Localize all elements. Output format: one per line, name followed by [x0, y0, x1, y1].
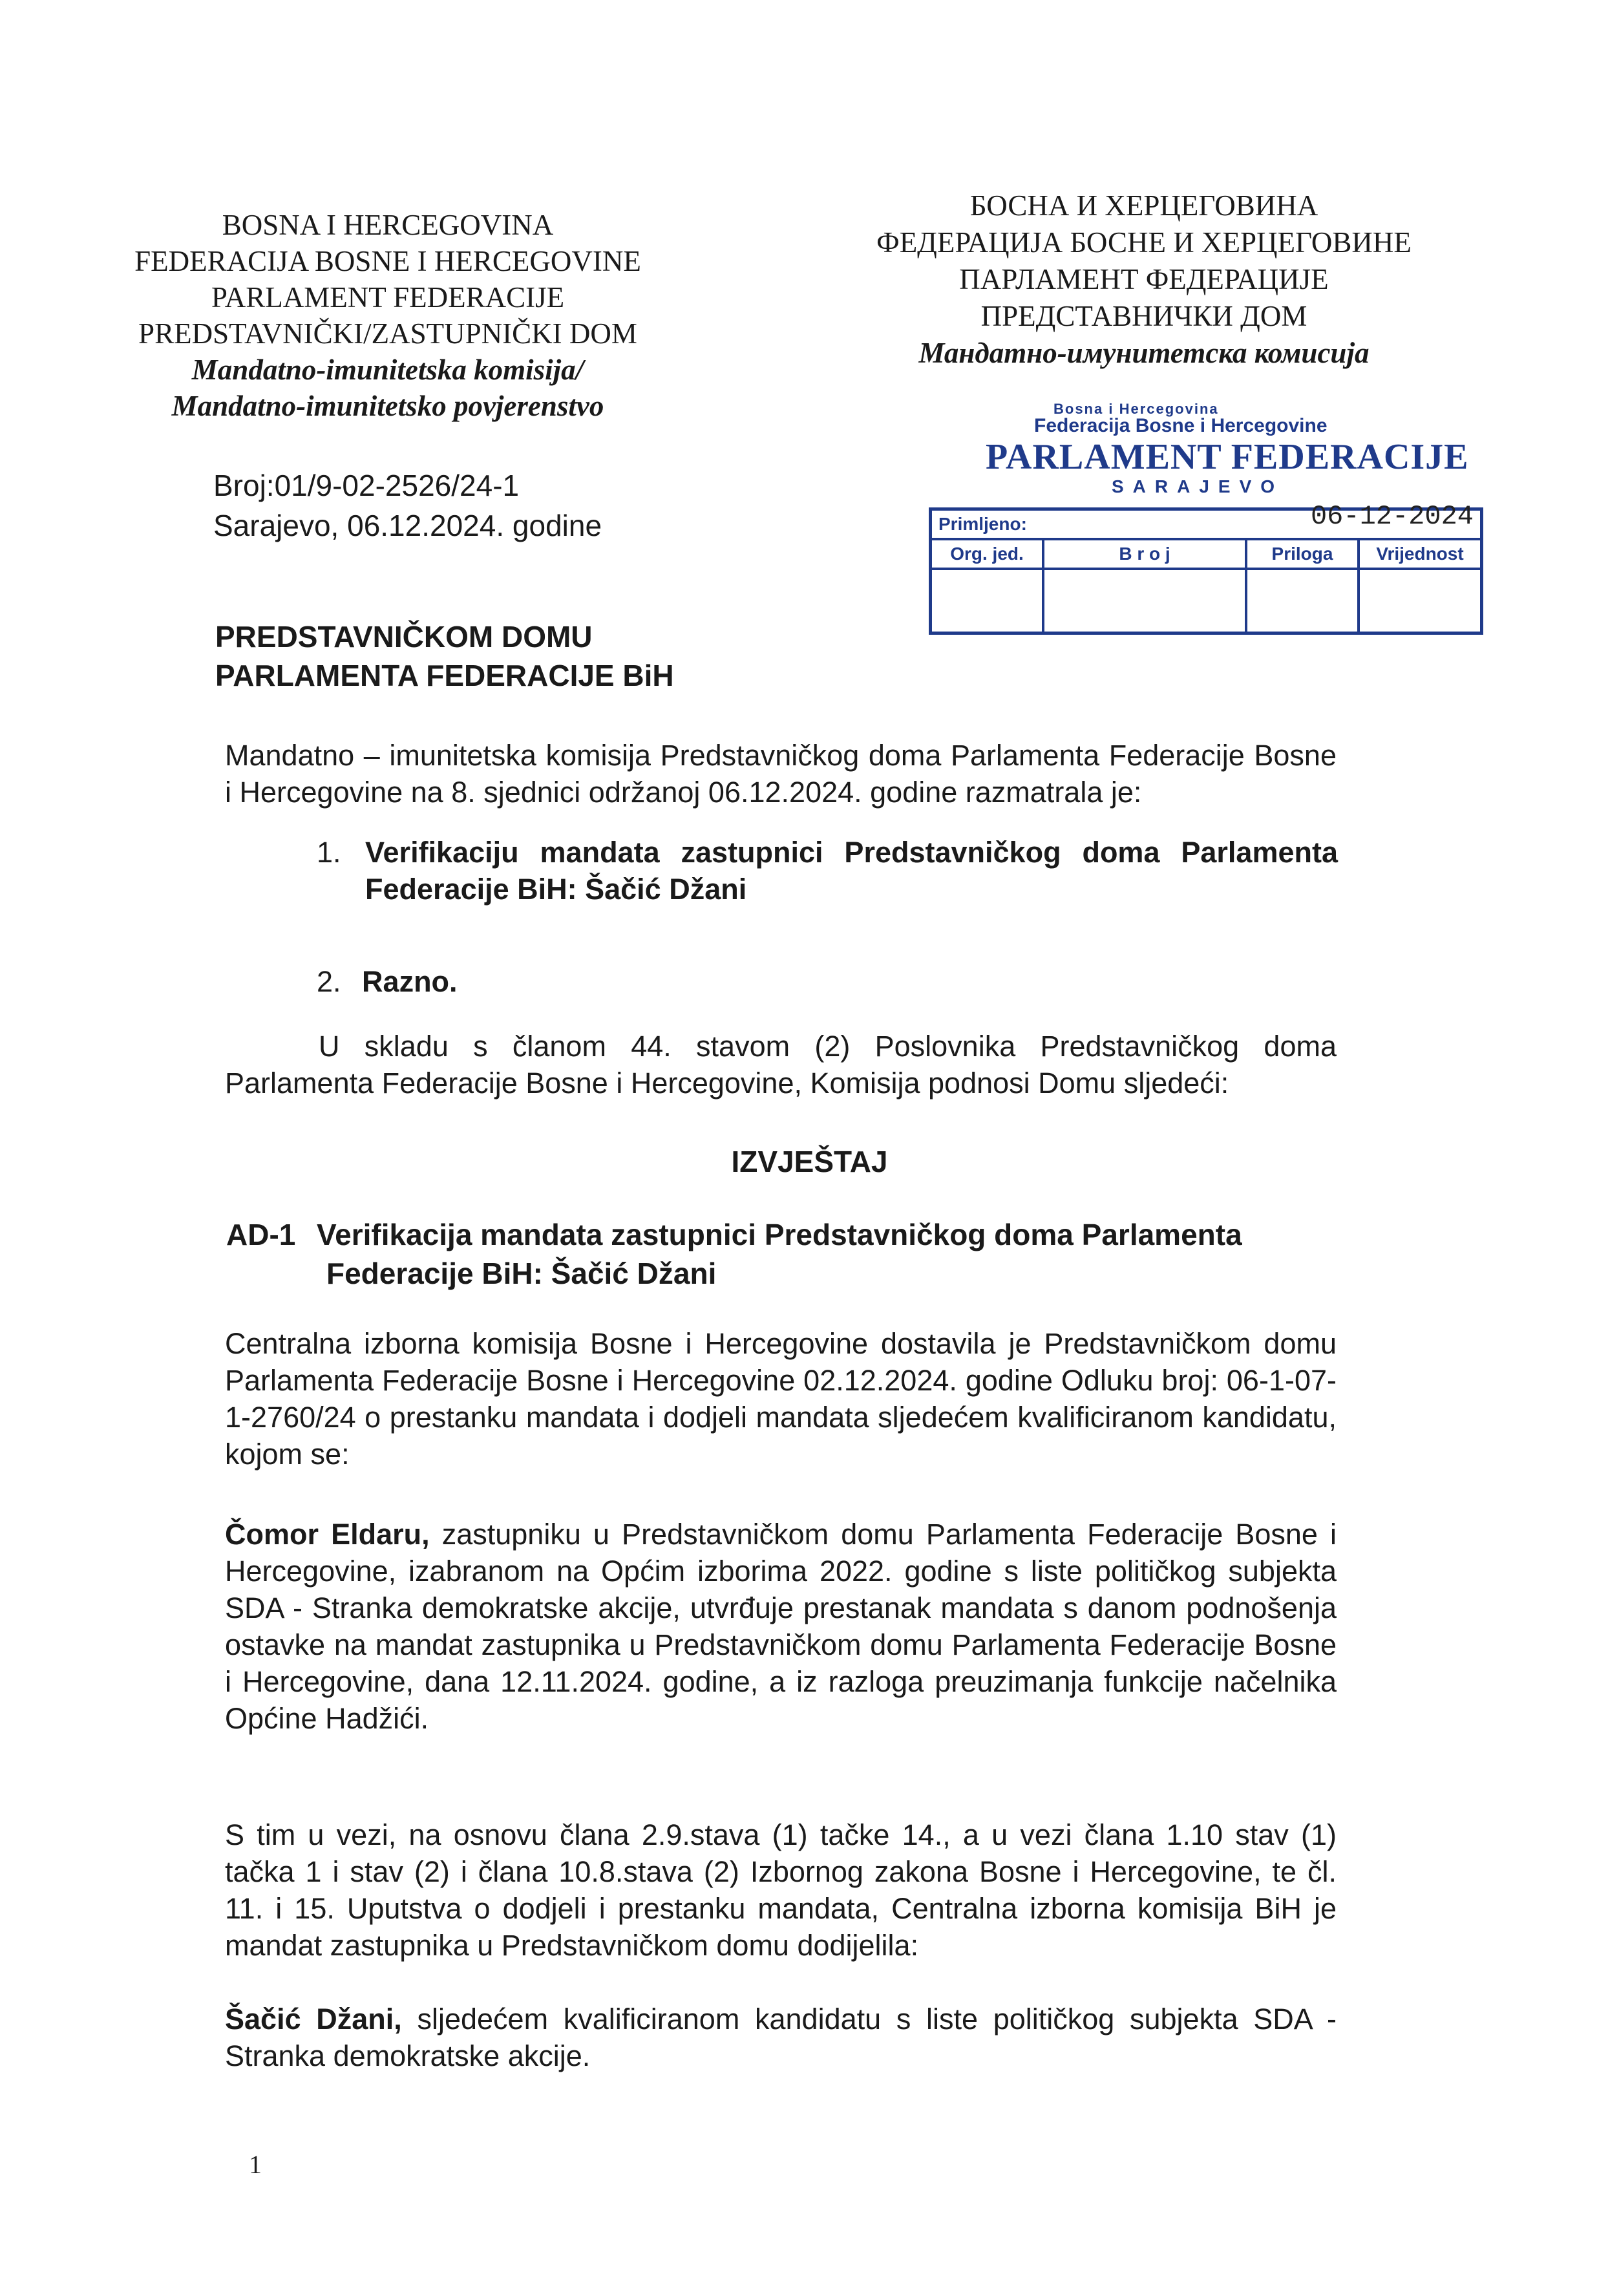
header-right-line5: Мандатно-имунитетска комисија [918, 337, 1370, 369]
header-right-line2: ФЕДЕРАЦИЈА БОСНЕ И ХЕРЦЕГОВИНЕ [876, 226, 1412, 259]
reference-number: Broj:01/9-02-2526/24-1 [213, 469, 520, 502]
agenda-item-text: Verifikaciju mandata zastupnici Predstavničkog doma Parlamenta Federacije BiH: Šačić Džani [365, 836, 1338, 906]
ad1-heading [226, 1215, 1344, 1293]
stamp-empty-cell [1359, 569, 1482, 633]
ad1-label: AD-1 [226, 1218, 296, 1251]
received-stamp [892, 401, 1499, 672]
sacic-text: sljedećem kvalificiranom kandidatu s liste političkog subjekta SDA -Stranka demokratske akcije. [225, 2003, 1337, 2072]
stamp-table [929, 501, 1483, 635]
header-right-line4: ПРЕДСТАВНИЧКИ ДОМ [980, 300, 1307, 332]
comor-name: Čomor Eldaru, [225, 1518, 430, 1551]
sacic-paragraph [225, 2001, 1337, 2074]
agenda-item-number: 2. [317, 965, 341, 998]
header-left-line4: PREDSTAVNIČKI/ZASTUPNIČKI DOM [138, 317, 637, 350]
cik-paragraph: Centralna izborna komisija Bosne i Hercegovine dostavila je Predstavničkom domu Parlamenta Federacije Bosne i Hercegovine 02.12.2024. godine Odluku broj: 06-1-07-1-2760/24 o prestanku mandata i dodjeli mandata sljedećem kvalificiranom kandidatu, kojom se: [225, 1327, 1337, 1471]
page-number: 1 [249, 2150, 262, 2179]
addressee-line2: PARLAMENTA FEDERACIJE BiH [215, 659, 674, 692]
stamp-empty-cell [1246, 569, 1359, 633]
agenda-item-2 [317, 963, 458, 1000]
reference-block [213, 465, 602, 546]
header-right [821, 187, 1467, 372]
header-right-line1: БОСНА И ХЕРЦЕГОВИНА [969, 189, 1318, 222]
intro-paragraph: Mandatno – imunitetska komisija Predstavničkog doma Parlamenta Federacije Bosne i Hercegovine na 8. sjednici održanoj 06.12.2024. godine razmatrala je: [225, 739, 1337, 809]
header-left-line6: Mandatno-imunitetsko povjerenstvo [171, 390, 604, 422]
agenda-item-1 [317, 834, 1338, 908]
comor-paragraph [225, 1516, 1337, 1737]
header-left-line5: Mandatno-imunitetska komisija/ [191, 354, 584, 386]
agenda-item-text: Razno. [362, 965, 458, 998]
stamp-col-vrijednost: Vrijednost [1359, 539, 1482, 569]
agenda-item-number: 1. [317, 836, 341, 869]
sacic-name: Šačić Džani, [225, 2003, 402, 2036]
header-right-line3: ПАРЛАМЕНТ ФЕДЕРАЦИЈЕ [959, 263, 1329, 295]
stamp-empty-cell [931, 569, 1044, 633]
stamp-received-label: Primljeno: [938, 514, 1027, 534]
addressee-line1: PREDSTAVNIČKOM DOMU [215, 620, 593, 654]
ad1-line1: Verifikacija mandata zastupnici Predstavničkog doma Parlamenta [317, 1218, 1242, 1251]
reference-place-date: Sarajevo, 06.12.2024. godine [213, 509, 602, 542]
header-left [84, 207, 692, 424]
addressee [215, 617, 674, 695]
stamp-col-org: Org. jed. [931, 539, 1044, 569]
ad1-line2: Federacije BiH: Šačić Džani [326, 1257, 717, 1290]
header-left-line1: BOSNA I HERCEGOVINA [222, 209, 554, 241]
comor-text: zastupniku u Predstavničkom domu Parlamenta Federacije Bosne i Hercegovine, izabranom na Općim izborima 2022. godine s liste političkog subjekta SDA - Stranka demokratske akcije, utvrđuje prestanak mandata s danom podnošenja ostavke na mandat zastupnika u Predstavničkom domu Parlamenta Federacije Bosne i Hercegovine, dana 12.11.2024. godine, a iz razloga preuzimanja funkcije načelnika Općine Hadžići. [225, 1518, 1337, 1735]
stamp-received-cell [931, 501, 1482, 540]
header-left-line3: PARLAMENT FEDERACIJE [211, 281, 565, 314]
stamp-line3: PARLAMENT FEDERACIJE [986, 437, 1469, 477]
rules-paragraph: U skladu s članom 44. stavom (2) Poslovnika Predstavničkog doma Parlamenta Federacije Bosne i Hercegovine, Komisija podnosi Domu sljedeći: [225, 1030, 1337, 1100]
report-title: IZVJEŠTAJ [731, 1145, 888, 1178]
stamp-line4: SARAJEVO [1112, 476, 1284, 496]
law-paragraph: S tim u vezi, na osnovu člana 2.9.stava (1) tačke 14., a u vezi člana 1.10 stav (1) tačka 1 i stav (2) i člana 10.8.stava (2) Izbornog zakona Bosne i Hercegovine, te čl. 11. i 15. Uputstva o dodjeli i prestanku mandata, Centralna izborna komisija BiH je mandat zastupnika u Predstavničkom domu dodijelila: [225, 1818, 1337, 1962]
header-left-line2: FEDERACIJA BOSNE I HERCEGOVINE [134, 245, 641, 277]
stamp-col-priloga: Priloga [1246, 539, 1359, 569]
stamp-empty-cell [1043, 569, 1246, 633]
stamp-line1: Bosna i Hercegovina [1053, 401, 1219, 417]
stamp-col-broj: B r o j [1043, 539, 1246, 569]
stamp-received-date: 06-12-2024 [1310, 501, 1474, 532]
stamp-line2: Federacija Bosne i Hercegovine [1034, 415, 1328, 436]
